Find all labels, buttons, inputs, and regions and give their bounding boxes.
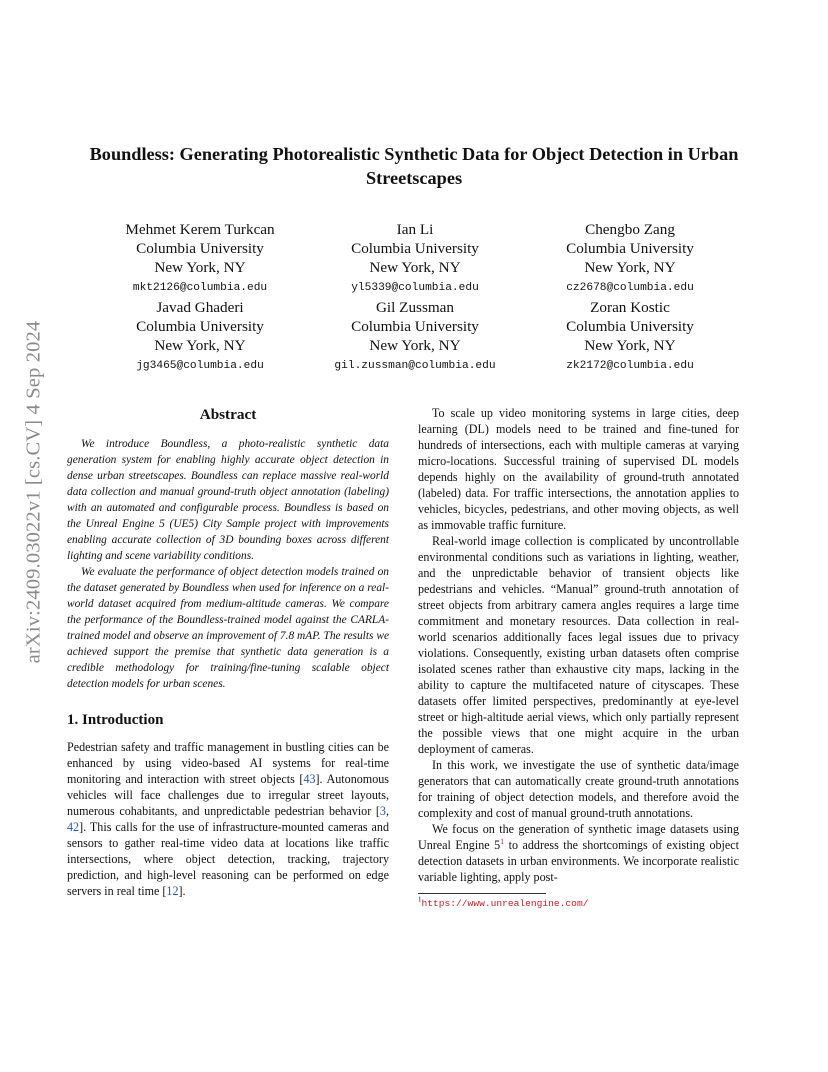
- author-location: New York, NY: [584, 259, 676, 276]
- author-name: Zoran Kostic: [590, 299, 670, 316]
- author-row: [95, 298, 735, 376]
- author-affiliation: Columbia University: [566, 318, 694, 335]
- author-affiliation: Columbia University: [136, 240, 264, 257]
- citation-link[interactable]: 12: [166, 884, 179, 898]
- footnote: [418, 895, 739, 910]
- citation-link[interactable]: 43: [303, 772, 316, 786]
- author-email[interactable]: mkt2126@columbia.edu: [132, 282, 268, 294]
- arxiv-identifier: arXiv:2409.03022v1 [cs.CV] 4 Sep 2024: [22, 320, 45, 664]
- paper-title: Boundless: Generating Photorealistic Synthetic Data for Object Detection in Urban Streetscapes: [89, 144, 739, 188]
- body-paragraph: To scale up video monitoring systems in large cities, deep learning (DL) models need to be trained and fine-tuned for hundreds of intersections, each with multiple cameras at varying micro-locations. Successful training of supervised DL models depends highly on the availability of ground-truth annotated (labeled) data. For traffic intersections, the annotation applies to vehicles, bicycles, pedestrians, and other moving objects, as well as immovable traffic furniture.: [418, 406, 739, 532]
- right-column: [418, 405, 739, 910]
- author-affiliation: Columbia University: [136, 318, 264, 335]
- author-name: Chengbo Zang: [585, 221, 675, 238]
- intro-text: ]. Autonomous vehicles will face challenges due to irregular street layouts, numerous cohabitants, and unpredictable pedestrian behavior [: [67, 772, 389, 818]
- footnote-divider: [418, 893, 546, 894]
- author-card: [95, 298, 305, 376]
- author-location: New York, NY: [584, 337, 676, 354]
- author-name: Javad Ghaderi: [156, 299, 244, 316]
- body-text: to address the shortcomings of existing object detection datasets in urban environments. We incorporate realistic variable lighting, apply post-: [418, 838, 739, 884]
- author-affiliation: Columbia University: [566, 240, 694, 257]
- author-location: New York, NY: [369, 337, 461, 354]
- body-paragraph: Real-world image collection is complicated by uncontrollable environmental conditions such as variations in lighting, weather, and the unpredictable behavior of transient objects like pedestrians and vehicles. “Manual” ground-truth annotation of street objects from arbitrary camera angles requires a large time commitment and monetary resources. Data collection in real-world scenarios additionally faces legal issues due to privacy violations. Consequently, existing urban datasets often comprise isolated scenes rather than exhaustive city maps, lacking in the ability to capture the multifaceted nature of cityscapes. These datasets offer limited perspectives, predominantly at eye-level street or high-altitude aerial views, which only partially represent the possible views that one might acquire in the urban deployment of cameras.: [418, 534, 739, 756]
- author-row: [95, 220, 735, 298]
- author-card: [95, 220, 305, 298]
- body-text: We focus on the generation of synthetic image datasets using Unreal Engine 5: [418, 822, 739, 852]
- citation-link[interactable]: 42: [67, 820, 80, 834]
- intro-paragraph: [67, 739, 389, 899]
- author-name: Mehmet Kerem Turkcan: [125, 221, 275, 238]
- citation-link[interactable]: 3: [379, 804, 386, 818]
- right-column-body: [418, 405, 739, 885]
- author-card: [310, 220, 520, 298]
- author-affiliation: Columbia University: [351, 318, 479, 335]
- abstract-paragraph: We introduce Boundless, a photo-realistic synthetic data generation system for enabling highly accurate object detection in dense urban streetscapes. Boundless can replace massive real-world data collection and manual ground-truth object annotation (labeling) with an automated and configurable process. Boundless is based on the Unreal Engine 5 (UE5) City Sample project with improvements enabling accurate collection of 3D bounding boxes across different lighting and scene variability conditions.: [67, 438, 389, 562]
- section-heading-introduction: 1. Introduction: [67, 712, 164, 728]
- abstract-section: [67, 405, 389, 692]
- author-card: [525, 298, 735, 376]
- author-email[interactable]: jg3465@columbia.edu: [136, 360, 264, 372]
- body-paragraph: [418, 821, 739, 885]
- author-location: New York, NY: [369, 259, 461, 276]
- author-card: [525, 220, 735, 298]
- introduction-body: [67, 739, 389, 899]
- author-email[interactable]: cz2678@columbia.edu: [566, 282, 694, 294]
- author-name: Gil Zussman: [375, 299, 455, 316]
- footnote-url-link[interactable]: https://www.unrealengine.com/: [421, 898, 589, 909]
- author-email[interactable]: zk2172@columbia.edu: [566, 360, 694, 372]
- author-block: [95, 220, 735, 376]
- abstract-paragraph: We evaluate the performance of object detection models trained on the dataset generated by Boundless when used for inference on a real-world dataset acquired from medium-altitude cameras. We compare the performance of the Boundless-trained model against the CARLA-trained model and observe an improvement of 7.8 mAP. The results we achieved support the premise that synthetic data generation is a credible methodology for training/fine-tuning scalable object detection models for urban scenes.: [67, 566, 389, 690]
- left-column: [67, 405, 389, 899]
- abstract-heading: Abstract: [199, 406, 257, 423]
- author-affiliation: Columbia University: [351, 240, 479, 257]
- author-email[interactable]: yl5339@columbia.edu: [351, 282, 479, 294]
- intro-text: Pedestrian safety and traffic management in bustling cities can be enhanced by using video-based AI systems for real-time monitoring and interaction with street objects [: [67, 740, 389, 786]
- footnote-number: 1: [418, 895, 422, 904]
- body-paragraph: In this work, we investigate the use of synthetic data/image generators that can automatically create ground-truth annotations for training of object detection models, and therefore avoid the complexity and cost of manual ground-truth annotations.: [418, 758, 739, 820]
- author-card: [310, 298, 520, 376]
- author-location: New York, NY: [154, 259, 246, 276]
- author-email[interactable]: gil.zussman@columbia.edu: [334, 360, 496, 372]
- arxiv-side-stamp: [23, 292, 45, 692]
- intro-text: ].: [178, 884, 186, 898]
- author-location: New York, NY: [154, 337, 246, 354]
- footnote-marker[interactable]: 1: [500, 836, 505, 846]
- author-name: Ian Li: [396, 221, 434, 238]
- citation-separator: ,: [385, 804, 389, 818]
- intro-text: ]. This calls for the use of infrastructure-mounted cameras and sensors to gather real-time video data at locations like traffic intersections, where object detection, tracking, trajectory prediction, and high-level reasoning can be performed on edge servers in real time [: [67, 820, 389, 898]
